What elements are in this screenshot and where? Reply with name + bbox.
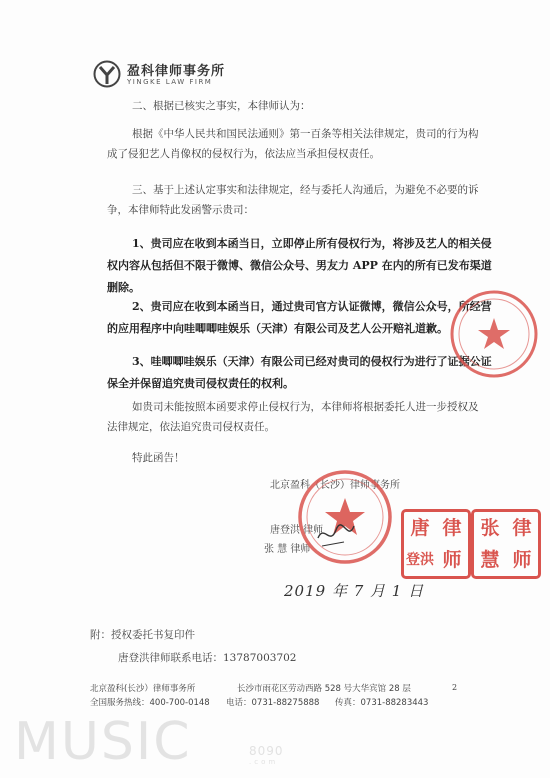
footer-fax: 传真：0731-88283443 <box>335 698 429 708</box>
seal-char: 唐 <box>410 516 430 539</box>
handwritten-signature <box>314 516 358 552</box>
seal-char: 律 <box>512 516 532 539</box>
footer-address: 长沙市雨花区劳动西路 528 号大华宾馆 28 层 <box>237 684 411 694</box>
demand-item-1-line2: 权内容从包括但不限于微博、微信公众号、男友力 APP 在内的所有已发布渠道 <box>107 259 492 272</box>
seal-char: 律 <box>442 516 462 539</box>
paragraph-two-line2: 成了侵犯艺人肖像权的侵权行为，依法应当承担侵权责任。 <box>107 148 380 160</box>
paragraph-three-line2: 争，本律师特此发函警示贵司： <box>107 204 254 216</box>
y-logo-icon <box>92 60 122 88</box>
watermark-domain: .com <box>249 758 279 766</box>
seal-char: 师 <box>512 548 532 571</box>
side-seal-stamp <box>448 288 540 380</box>
footer-hotline: 全国服务热线：400-700-0148 <box>90 698 210 708</box>
paragraph-four-line2: 法律规定，依法追究贵司侵权责任。 <box>107 421 275 433</box>
demand-item-1-line3: 删除。 <box>107 281 140 294</box>
attachment-note: 附：授权委托书复印件 <box>90 629 195 641</box>
seal-char: 张 <box>480 516 500 539</box>
seal-char: 慧 <box>480 548 500 571</box>
paragraph-four-line1: 如贵司未能按照本函要求停止侵权行为，本律师将根据委托人进一步授权及 <box>132 401 479 413</box>
contact-phone: 唐登洪律师联系电话：13787003702 <box>118 652 297 664</box>
closing-phrase: 特此函告！ <box>132 452 185 464</box>
paragraph-three-line1: 三、基于上述认定事实和法律规定，经与委托人沟通后，为避免不必要的诉 <box>132 184 479 196</box>
watermark-brand: MUSIC <box>14 712 192 772</box>
page-number: 2 <box>452 683 458 692</box>
signature-lawyer-1: 唐登洪 律师 <box>270 525 324 536</box>
seal-char: 师 <box>442 548 462 571</box>
lawyer-seal-tang <box>401 509 471 579</box>
demand-item-3-line1: 3、哇唧唧哇娱乐（天津）有限公司已经对贵司的侵权行为进行了证据公证 <box>132 355 492 368</box>
seal-char: 登洪 <box>406 552 434 568</box>
firm-name-en: YINGKE LAW FIRM <box>127 78 213 86</box>
lawyer-seal-zhang <box>471 509 541 579</box>
footer-firm: 北京盈科(长沙）律师事务所 <box>90 684 196 694</box>
signature-firm: 北京盈科（长沙）律师事务所 <box>270 480 400 491</box>
demand-item-1-line1: 1、贵司应在收到本函当日，立即停止所有侵权行为，将涉及艺人的相关侵 <box>132 237 492 250</box>
paragraph-two-heading: 二、根据已核实之事实，本律师认为： <box>132 100 311 112</box>
footer-tel: 电话：0731-88275888 <box>226 698 320 708</box>
signature-lawyer-2: 张 慧 律师 <box>264 544 311 555</box>
watermark-number: 8090 <box>249 744 284 758</box>
demand-item-2-line2: 的应用程序中向哇唧唧哇娱乐（天津）有限公司及艺人公开赔礼道歉。 <box>107 322 448 335</box>
firm-name-cn: 盈科律师事务所 <box>127 64 226 79</box>
demand-item-2-line1: 2、贵司应在收到本函当日，通过贵司官方认证微博，微信公众号，所经营 <box>132 300 492 313</box>
paragraph-two-line1: 根据《中华人民共和国民法通则》第一百条等相关法律规定，贵司的行为构 <box>132 128 479 140</box>
demand-item-3-line2: 保全并保留追究贵司侵权责任的权利。 <box>107 377 294 390</box>
handwritten-date: 2019 年 7 月 1 日 <box>284 582 425 600</box>
